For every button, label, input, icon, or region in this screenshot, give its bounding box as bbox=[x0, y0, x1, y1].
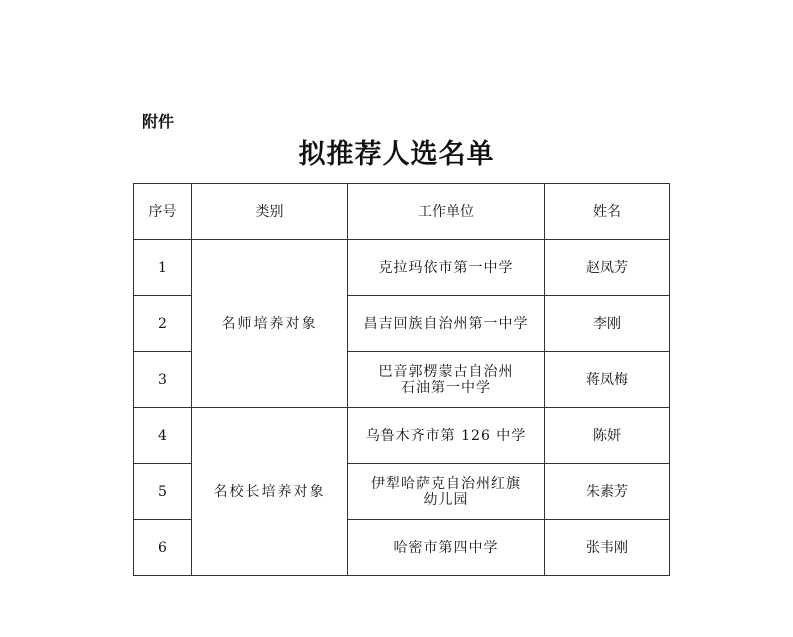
header-unit: 工作单位 bbox=[348, 184, 545, 240]
unit-line: 哈密市第四中学 bbox=[393, 539, 499, 556]
unit-line: 巴音郭楞蒙古自治州 bbox=[378, 363, 514, 380]
table-header-row bbox=[134, 184, 670, 240]
header-index: 序号 bbox=[134, 184, 192, 240]
attachment-label: 附件 bbox=[142, 112, 175, 131]
unit-cell bbox=[348, 520, 545, 576]
unit-line: 伊犁哈萨克自治州红旗 bbox=[371, 475, 521, 492]
person-name: 张韦刚 bbox=[545, 520, 670, 576]
row-index: 2 bbox=[134, 296, 192, 352]
unit-line: 幼儿园 bbox=[423, 491, 469, 508]
person-name: 赵凤芳 bbox=[545, 240, 670, 296]
category-cell: 名师培养对象 bbox=[192, 240, 348, 408]
unit-cell bbox=[348, 240, 545, 296]
person-name: 朱素芳 bbox=[545, 464, 670, 520]
unit-cell bbox=[348, 464, 545, 520]
person-name: 蒋凤梅 bbox=[545, 352, 670, 408]
unit-cell bbox=[348, 296, 545, 352]
category-cell: 名校长培养对象 bbox=[192, 408, 348, 576]
unit-line: 昌吉回族自治州第一中学 bbox=[363, 315, 529, 332]
unit-cell bbox=[348, 408, 545, 464]
row-index: 3 bbox=[134, 352, 192, 408]
row-index: 1 bbox=[134, 240, 192, 296]
unit-line: 乌鲁木齐市第 126 中学 bbox=[365, 427, 527, 444]
person-name: 李刚 bbox=[545, 296, 670, 352]
candidate-table bbox=[133, 183, 670, 576]
row-index: 4 bbox=[134, 408, 192, 464]
unit-cell bbox=[348, 352, 545, 408]
table-row bbox=[134, 240, 670, 296]
unit-line: 石油第一中学 bbox=[401, 379, 491, 396]
header-name: 姓名 bbox=[545, 184, 670, 240]
row-index: 5 bbox=[134, 464, 192, 520]
document-title: 拟推荐人选名单 bbox=[298, 139, 495, 170]
unit-line: 克拉玛依市第一中学 bbox=[378, 259, 514, 276]
header-category: 类别 bbox=[192, 184, 348, 240]
person-name: 陈妍 bbox=[545, 408, 670, 464]
row-index: 6 bbox=[134, 520, 192, 576]
table-row bbox=[134, 408, 670, 464]
